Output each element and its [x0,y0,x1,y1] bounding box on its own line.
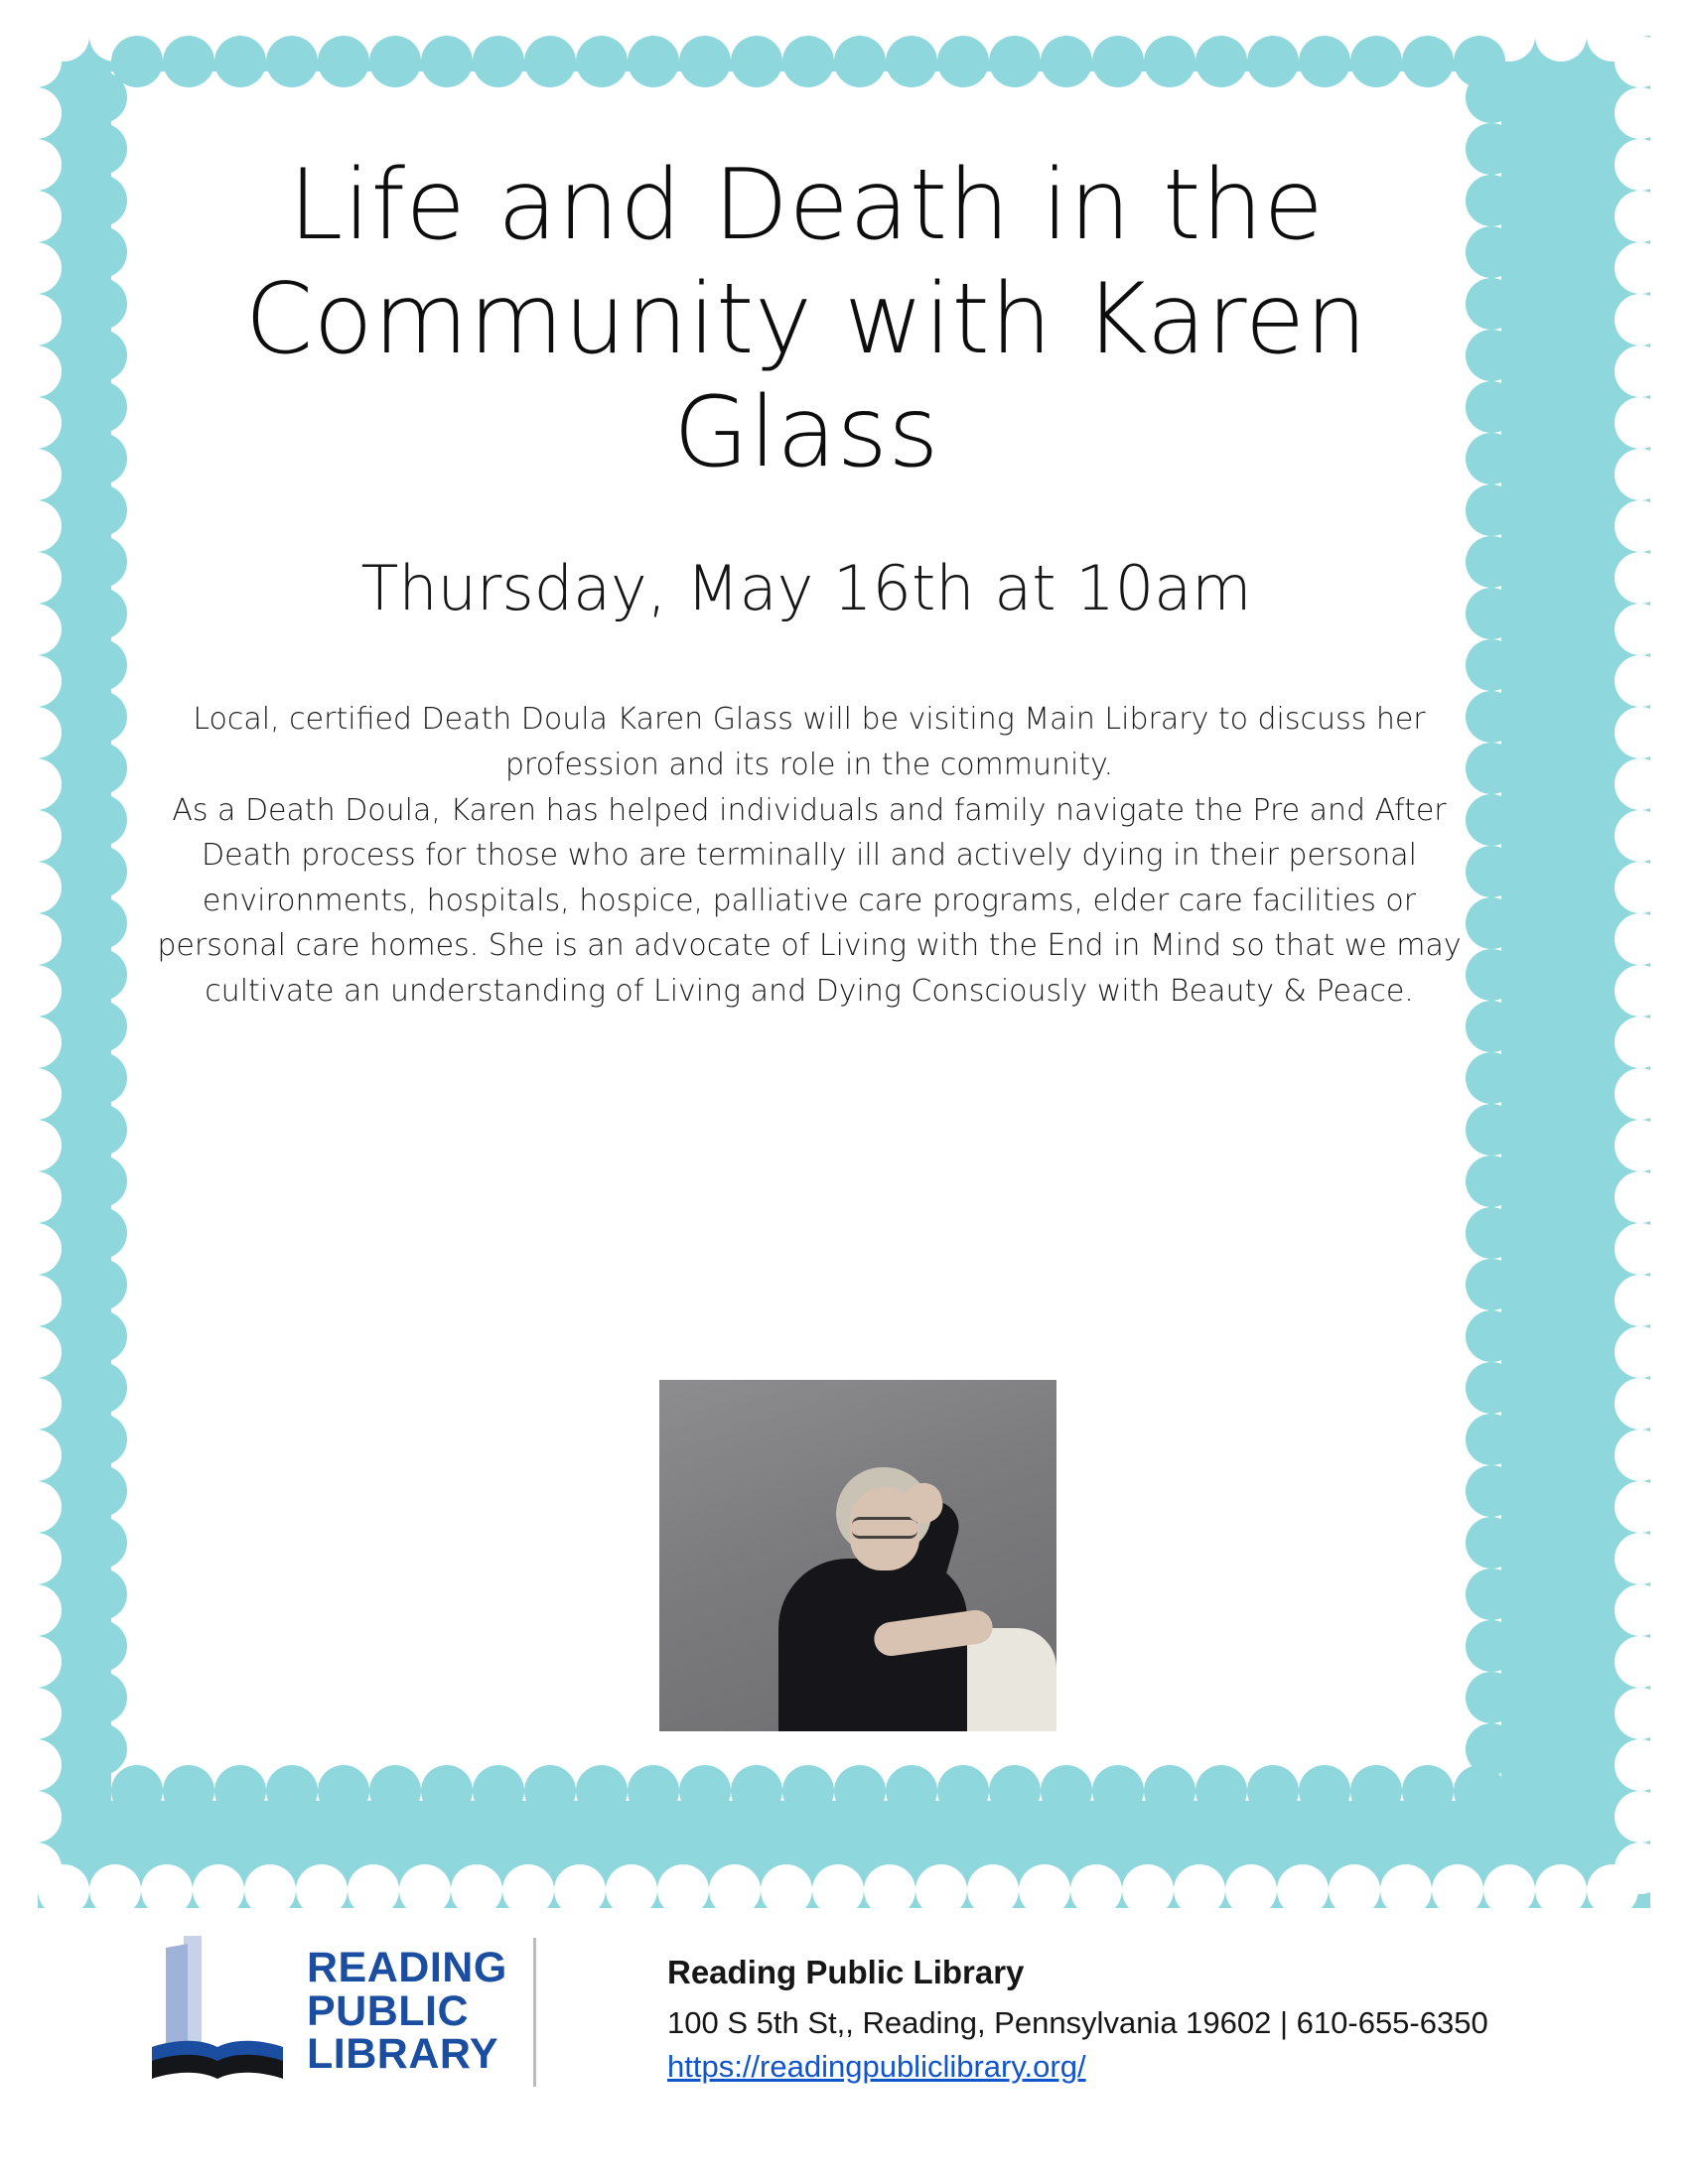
scallop-bump [75,381,127,433]
footer-contact-info [667,1954,1488,2085]
scallop-bump [1196,1765,1247,1817]
scallop-bump [1041,36,1092,87]
scallop-bump [1615,1481,1666,1533]
scallop-bump [1615,1584,1666,1636]
scallop-bump [10,1378,62,1430]
scallop-bump [1615,707,1666,758]
scallop-bump [473,1765,524,1817]
scallop-bump [1615,139,1666,191]
scallop-bump [75,1310,127,1362]
scallop-bump [10,1120,62,1171]
scallop-bump [10,1481,62,1533]
scallop-bump [10,965,62,1017]
scallop-bump [1466,949,1517,1001]
scallop-bump [1247,1765,1299,1817]
scallop-bump [1615,1688,1666,1739]
scallop-bump [10,1584,62,1636]
scallop-bump [1432,1864,1483,1916]
scallop-bump [1466,639,1517,691]
scallop-bump [1350,36,1402,87]
scallop-bump [75,1001,127,1052]
description-paragraph-1: Local, certified Death Doula Karen Glass will be visiting Main Library to discuss her profession and its role in the community. [193,702,1426,782]
scallop-bump [915,1864,967,1916]
event-date-time: Thursday, May 16th at 10am [360,551,1252,624]
scallop-bump [421,1765,473,1817]
scallop-bump [1615,242,1666,294]
scallop-bump [554,1864,606,1916]
scallop-bump [75,794,127,846]
scallop-bump [10,862,62,913]
library-logo-wordmark [307,1943,507,2079]
scallop-bump [399,1864,451,1916]
organization-website-link[interactable]: https://readingpubliclibrary.org/ [667,2049,1086,2084]
scallop-bump [1466,794,1517,846]
logo-line-2: PUBLIC [307,1986,470,2035]
scallop-bump [1466,330,1517,381]
scallop-bump [1615,1843,1666,1894]
scallop-inner-left [75,71,127,1775]
scallop-edge-bottom [38,1864,1638,1916]
organization-address: 100 S 5th St,, Reading, Pennsylvania 19602 | 610-655-6350 [667,2005,1488,2040]
scallop-bump [1466,381,1517,433]
scallop-bump [834,36,886,87]
scallop-bump [1466,278,1517,330]
scallop-bump [679,36,731,87]
scallop-bump [1466,1052,1517,1104]
scallop-bump [1092,1765,1144,1817]
scallop-bump [10,1636,62,1688]
scallop-bump [369,36,421,87]
scallop-bump [1144,36,1196,87]
scallop-bump [1466,1207,1517,1259]
scallop-bump [731,1765,782,1817]
scallop-bump [1615,810,1666,862]
scallop-bump [1070,1864,1122,1916]
scallop-bump [10,1223,62,1275]
scallop-bump [75,330,127,381]
scallop-bump [576,1765,628,1817]
scallop-bump [75,1465,127,1517]
scallop-bump [75,433,127,484]
scallop-bump [10,1791,62,1843]
organization-name: Reading Public Library [667,1954,1025,1990]
scallop-bump [318,1765,369,1817]
scallop-bump [1615,397,1666,449]
scallop-bump [10,1739,62,1791]
scallop-bump [10,1068,62,1120]
scallop-bump [1225,1864,1277,1916]
scallop-bump [937,1765,989,1817]
scallop-bump [1466,484,1517,536]
scallop-bump [1615,1791,1666,1843]
scallop-bump [1466,1104,1517,1156]
scallop-bump [10,1275,62,1326]
scallop-bump [989,1765,1041,1817]
scallop-bump [10,139,62,191]
scallop-bump [75,691,127,743]
scallop-bump [10,655,62,707]
flyer-content [149,149,1464,1015]
scallop-bump [1466,123,1517,175]
scallop-bump [761,1864,812,1916]
scallop-bump [1615,1275,1666,1326]
scallop-bump [1466,1723,1517,1775]
scallop-bump [1615,294,1666,345]
scallop-bump [214,1765,266,1817]
scallop-bump [75,71,127,123]
scallop-bump [524,36,576,87]
scallop-bump [606,1864,657,1916]
scallop-bump [1615,87,1666,139]
scallop-bump [163,1765,214,1817]
logo-line-3: LIBRARY [307,2030,499,2079]
scallop-bump [244,1864,296,1916]
scallop-bump [1402,1765,1454,1817]
scallop-bump [1277,1864,1329,1916]
scallop-bump [1144,1765,1196,1817]
scallop-bump [1247,36,1299,87]
scallop-bump [709,1864,761,1916]
scallop-bump [296,1864,348,1916]
scallop-bump [1466,1569,1517,1620]
scallop-bump [1535,1864,1587,1916]
scallop-bump [10,552,62,604]
scallop-bump [75,1620,127,1672]
scallop-bump [1466,1620,1517,1672]
scallop-bump [1466,1259,1517,1310]
scallop-bump [1466,1310,1517,1362]
scallop-bump [318,36,369,87]
scallop-bump [1466,1517,1517,1569]
scallop-bump [141,1864,193,1916]
scallop-bump [1466,1672,1517,1723]
scallop-bump [1615,500,1666,552]
scallop-bump [937,36,989,87]
scallop-bump [1615,449,1666,500]
scallop-bump [1535,10,1587,62]
scallop-bump [10,500,62,552]
scallop-bump [421,36,473,87]
scallop-bump [75,846,127,897]
scallop-bump [1615,1326,1666,1378]
scallop-bump [1466,897,1517,949]
scallop-bump [1615,345,1666,397]
scallop-bump [1466,433,1517,484]
scallop-bump [864,1864,915,1916]
scallop-bump [1041,1765,1092,1817]
scallop-bump [1615,862,1666,913]
scallop-bump [1615,758,1666,810]
scallop-bump [75,1517,127,1569]
scallop-bump [10,242,62,294]
page-title: Life and Death in the Community with Karen Glass [244,149,1368,490]
scallop-bump [214,36,266,87]
scallop-bump [75,1104,127,1156]
scallop-bump [1402,36,1454,87]
scallop-bump [75,123,127,175]
scallop-edge-left [10,36,62,1894]
scallop-bump [75,175,127,226]
scallop-bump [10,1843,62,1894]
scallop-bump [812,1864,864,1916]
scallop-bump [1615,191,1666,242]
scallop-bump [1466,71,1517,123]
scallop-inner-right [1466,71,1517,1775]
scallop-bump [10,449,62,500]
scallop-bump [369,1765,421,1817]
scallop-bump [1329,1864,1380,1916]
scallop-bump [1615,1533,1666,1584]
scallop-bump [10,604,62,655]
scallop-bump [10,191,62,242]
scallop-bump [75,588,127,639]
scallop-bump [1615,1017,1666,1068]
scallop-bump [967,1864,1019,1916]
scallop-bump [1380,1864,1432,1916]
scallop-bump [1615,913,1666,965]
footer-divider [533,1938,536,2087]
scallop-bump [989,36,1041,87]
scallop-bump [782,36,834,87]
scallop-bump [10,707,62,758]
scallop-bump [657,1864,709,1916]
scallop-bump [1466,175,1517,226]
scallop-bump [1615,1223,1666,1275]
scallop-bump [1466,691,1517,743]
scallop-bump [1466,846,1517,897]
scallop-bump [1299,1765,1350,1817]
scallop-bump [10,1430,62,1481]
scallop-bump [75,1569,127,1620]
speaker-photo [659,1380,1056,1731]
scallop-bump [75,278,127,330]
scallop-bump [628,36,679,87]
scallop-edge-right [1615,36,1666,1894]
scallop-bump [1615,1171,1666,1223]
scallop-bump [473,36,524,87]
scallop-bump [75,897,127,949]
scallop-bump [75,639,127,691]
scallop-bump [1466,1156,1517,1207]
scallop-bump [886,36,937,87]
footer [0,1916,1688,2184]
glasses-icon [852,1517,917,1539]
scallop-bump [10,810,62,862]
scallop-bump [1615,1120,1666,1171]
scallop-bump [10,1688,62,1739]
scallop-bump [1483,1864,1535,1916]
scallop-bump [75,1414,127,1465]
scallop-bump [10,87,62,139]
scallop-bump [1196,36,1247,87]
scallop-bump [10,345,62,397]
scallop-bump [576,36,628,87]
scallop-bump [10,1171,62,1223]
scallop-bump [266,1765,318,1817]
logo-line-1: READING [307,1943,507,1991]
scallop-bump [10,1017,62,1068]
scallop-bump [1615,1739,1666,1791]
scallop-bump [10,1326,62,1378]
scallop-bump [679,1765,731,1817]
scallop-bump [1019,1864,1070,1916]
scallop-bump [628,1765,679,1817]
scallop-bump [1615,552,1666,604]
scallop-bump [348,1864,399,1916]
scallop-bump [1350,1765,1402,1817]
scallop-bump [75,484,127,536]
scallop-bump [1466,226,1517,278]
scallop-bump [1466,743,1517,794]
scallop-bump [75,1052,127,1104]
scallop-inner-bottom [111,1765,1505,1817]
scallop-bump [10,1533,62,1584]
scallop-bump [10,397,62,449]
scallop-bump [1615,1068,1666,1120]
scallop-bump [782,1765,834,1817]
scallop-bump [75,1723,127,1775]
scallop-bump [1615,36,1666,87]
scallop-bump [1615,1378,1666,1430]
scallop-bump [1466,536,1517,588]
scallop-bump [266,36,318,87]
description-paragraph-2: As a Death Doula, Karen has helped individuals and family navigate the Pre and After Death process for those who are terminally ill and actively dying in their personal environments, hospitals, hospice, palliative care programs, elder care facilities or personal care homes. She is an advocate of Living with the End in Mind so that we may cultivate an understanding of Living and Dying Consciously with Beauty & Peace. [157,792,1462,1009]
scallop-bump [75,1672,127,1723]
speaker-photo-container [659,1380,1056,1731]
scallop-bump [10,913,62,965]
scallop-bump [524,1765,576,1817]
scallop-bump [10,36,62,87]
scallop-bump [1615,604,1666,655]
scallop-bump [89,1864,141,1916]
scallop-bump [1122,1864,1174,1916]
scallop-bump [75,536,127,588]
scallop-bump [451,1864,502,1916]
scallop-bump [1299,36,1350,87]
scallop-bump [163,36,214,87]
scallop-inner-top [111,36,1505,87]
scallop-bump [75,1156,127,1207]
scallop-bump [75,1259,127,1310]
scallop-bump [502,1864,554,1916]
open-book-logo-icon [144,1930,293,2094]
scallop-bump [1092,36,1144,87]
scallop-bump [1615,655,1666,707]
scallop-bump [1174,1864,1225,1916]
scallop-bump [1466,1465,1517,1517]
scallop-bump [886,1765,937,1817]
event-description [149,697,1470,1014]
scallop-bump [75,743,127,794]
scallop-bump [10,758,62,810]
scallop-bump [10,294,62,345]
scallop-bump [75,226,127,278]
scallop-bump [1466,1362,1517,1414]
scallop-bump [1615,965,1666,1017]
scallop-bump [75,1207,127,1259]
library-logo [144,1930,566,2094]
scallop-bump [75,949,127,1001]
scallop-bump [193,1864,244,1916]
scallop-bump [1466,588,1517,639]
scallop-bump [75,1362,127,1414]
scallop-bump [731,36,782,87]
scallop-bump [834,1765,886,1817]
scallop-bump [1466,1001,1517,1052]
scallop-bump [1615,1430,1666,1481]
scallop-bump [1615,1636,1666,1688]
scallop-bump [1466,1414,1517,1465]
